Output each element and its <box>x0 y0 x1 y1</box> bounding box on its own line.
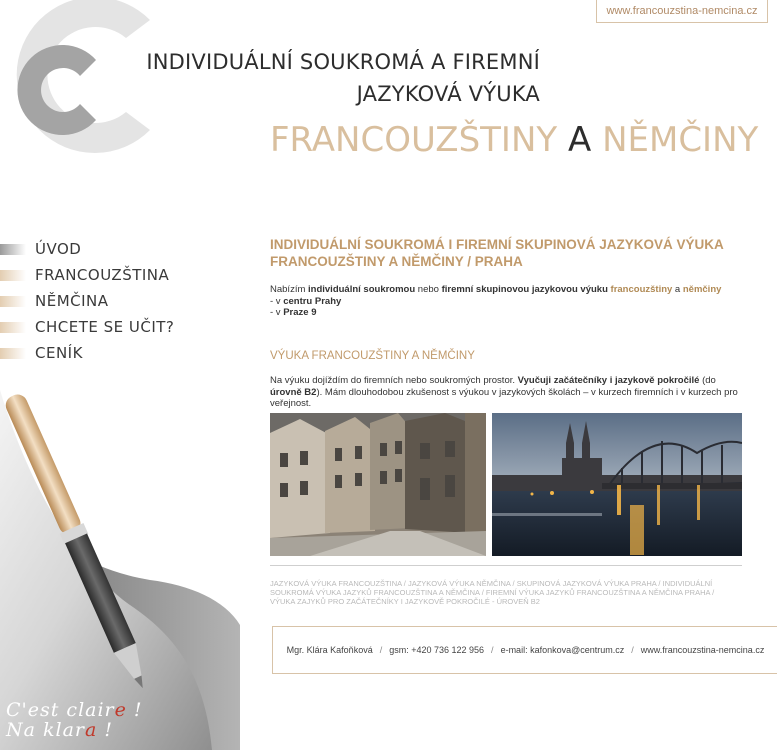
intro-text: a <box>672 284 683 295</box>
main-nav <box>0 236 174 366</box>
intro-text: - v <box>270 307 284 318</box>
intro-strong: centru Prahy <box>283 295 342 307</box>
section-strong: úrovně B2 <box>270 386 317 398</box>
site-logo[interactable] <box>0 0 170 160</box>
section-title: VÝUKA FRANCOUZŠTINY A NĚMČINY <box>270 349 475 362</box>
footer-separator: / <box>631 645 634 655</box>
motto-accent: a <box>85 719 98 741</box>
footer-name: Mgr. Klára Kafoňková <box>286 645 373 655</box>
nav-item-label: CENÍK <box>35 344 83 362</box>
nav-marker-icon <box>0 296 26 307</box>
section-text: Na výuku dojíždím do firemních nebo soukromých prostor. <box>270 375 518 386</box>
header-line-1: INDIVIDUÁLNÍ SOUKROMÁ A FIREMNÍ <box>146 50 540 74</box>
page-title: INDIVIDUÁLNÍ SOUKROMÁ I FIREMNÍ SKUPINOVÁ JAZYKOVÁ VÝUKA FRANCOUZŠTINY A NĚMČINY / PRAHA <box>270 237 724 269</box>
logo-rings-icon <box>0 0 170 160</box>
motto-text: ! <box>97 719 114 741</box>
seo-keywords: JAZYKOVÁ VÝUKA FRANCOUZŠTINA / JAZYKOVÁ VÝUKA NĚMČINA / SKUPINOVÁ JAZYKOVÁ VÝUKA PRAHA / INDIVIDUÁLNÍ SOUKROMÁ VÝUKA JAZYKŮ FRANCOUZŠTINA A NĚMČINA / FIREMNÍ VÝUKA JAZYKŮ FRANCOUZŠTINA A NĚMČINA PRAHA / VÝUKA ZAJYKŮ PRO ZAČÁTEČNÍKY I JAZYKOVĚ POKROČILÉ - ÚROVEŇ B2 <box>270 579 715 606</box>
content-divider <box>270 565 742 566</box>
intro-paragraph <box>270 284 742 319</box>
nav-marker-icon <box>0 270 26 281</box>
section-text: (do <box>699 375 716 386</box>
intro-strong: firemní skupinovou jazykovou výuku <box>441 284 608 295</box>
intro-text: Nabízím <box>270 284 309 295</box>
nav-item-francouzstina[interactable] <box>0 262 174 288</box>
header-line-2: JAZYKOVÁ VÝUKA <box>356 82 540 106</box>
link-francouzstina[interactable]: francouzštiny <box>610 284 673 295</box>
nav-marker-icon <box>0 244 26 255</box>
intro-text: nebo <box>415 284 442 295</box>
contact-footer <box>272 626 777 674</box>
header-title-german: NĚMČINY <box>602 120 759 160</box>
motto-text: Na klar <box>6 719 85 741</box>
link-nemcina[interactable]: němčiny <box>682 284 722 295</box>
nav-marker-icon <box>0 348 26 359</box>
footer-email-link[interactable]: e-mail: kafonkova@centrum.cz <box>500 645 625 655</box>
section-strong: Vyučuji začátečníky i jazykově pokročilé <box>517 375 700 386</box>
intro-strong: Praze 9 <box>283 307 317 318</box>
header-title-french: FRANCOUZŠTINY <box>270 120 558 160</box>
footer-web-link[interactable]: www.francouzstina-nemcina.cz <box>640 645 765 655</box>
nav-item-chcete-se-ucit[interactable] <box>0 314 174 340</box>
nav-item-nemcina[interactable] <box>0 288 174 314</box>
motto-accent: e <box>114 699 127 721</box>
nav-item-cenik[interactable] <box>0 340 174 366</box>
footer-separator: / <box>491 645 494 655</box>
page-curl-pen-illustration <box>0 370 240 750</box>
nav-item-label: ÚVOD <box>35 240 82 258</box>
footer-phone: gsm: +420 736 122 956 <box>389 645 485 655</box>
section-paragraph <box>270 375 742 410</box>
motto-text: C'est clair <box>6 699 115 721</box>
nav-item-uvod[interactable] <box>0 236 174 262</box>
photo-strip <box>270 413 742 556</box>
motto <box>6 700 143 740</box>
motto-line-1 <box>6 699 143 721</box>
site-url-link[interactable]: www.francouzstina-nemcina.cz <box>596 0 768 23</box>
motto-line-2 <box>6 719 113 741</box>
nav-marker-icon <box>0 322 26 333</box>
footer-separator: / <box>379 645 383 655</box>
french-street-photo <box>270 413 486 556</box>
nav-item-label: NĚMČINA <box>35 292 109 310</box>
main-content <box>270 236 742 556</box>
cologne-bridge-photo <box>492 413 742 556</box>
motto-text: ! <box>126 699 143 721</box>
section-text: ). Mám dlouhodobou zkušenost s výukou v jazykových školách – v kurzech firemních i v kurzech pro veřejnost. <box>270 386 738 409</box>
intro-strong: individuální soukromou <box>308 284 416 295</box>
nav-item-label: CHCETE SE UČIT? <box>35 318 175 336</box>
nav-item-label: FRANCOUZŠTINA <box>35 266 170 284</box>
intro-text: - v <box>270 295 284 307</box>
header-title <box>270 120 758 160</box>
header-title-and: A <box>567 120 592 160</box>
